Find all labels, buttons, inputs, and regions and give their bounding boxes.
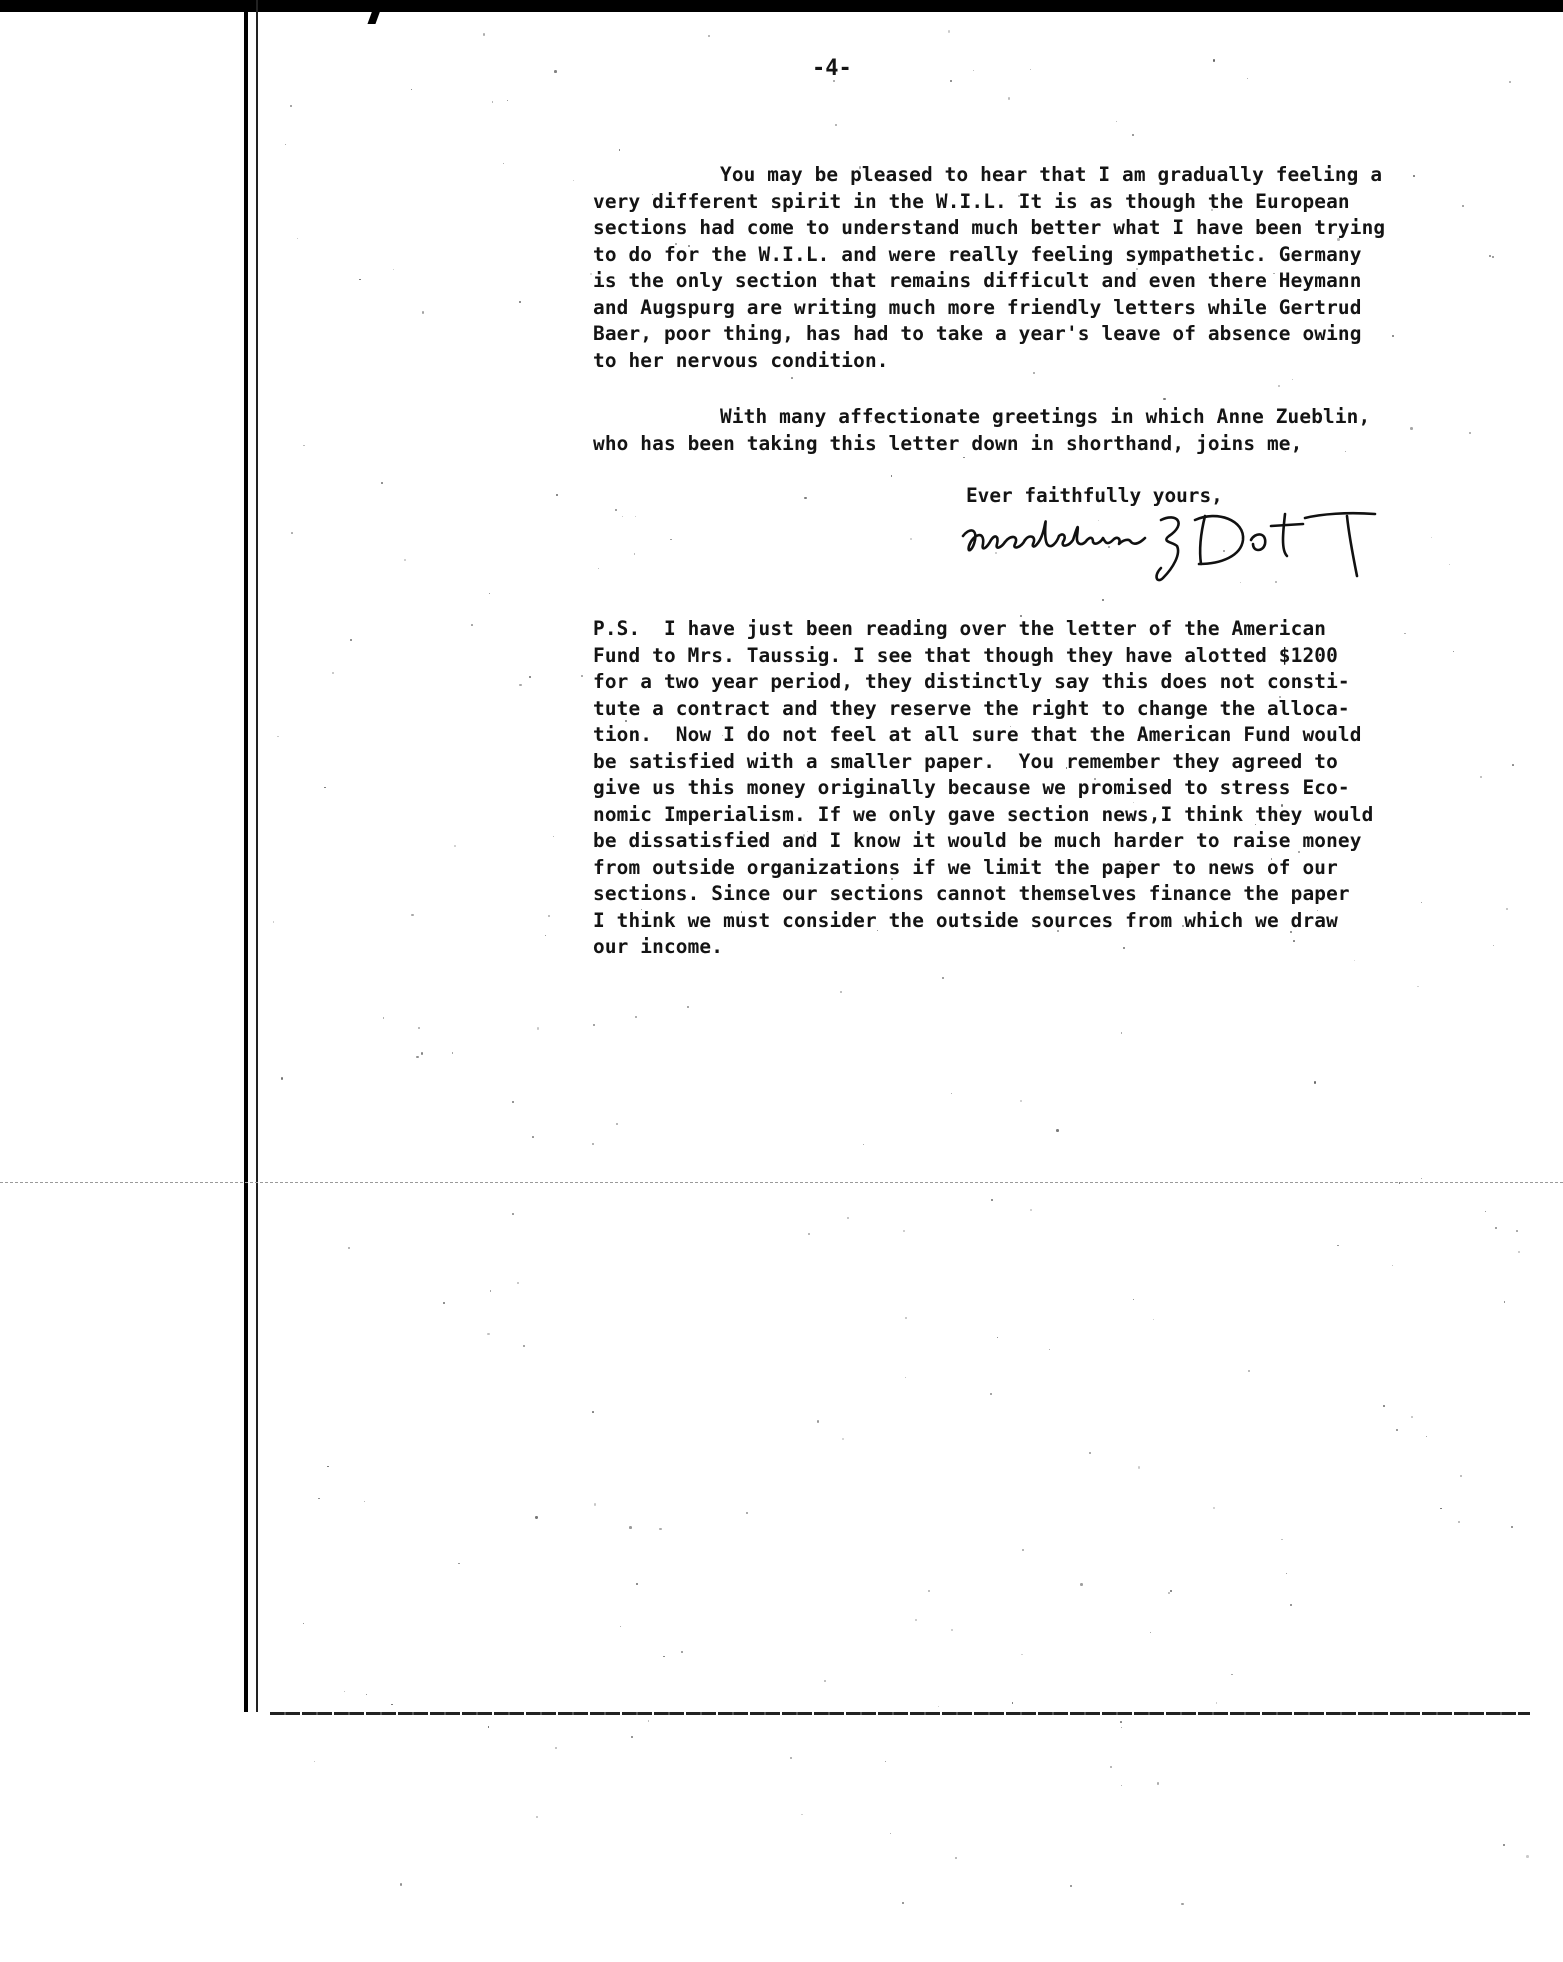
scan-speck [529,676,531,678]
scan-speck [1170,1590,1172,1592]
scan-speck [910,538,912,540]
scan-speck [631,1736,633,1738]
scan-speck [891,475,893,477]
scan-speck [670,539,672,541]
scan-speck [808,1233,810,1235]
scan-left-border [244,0,248,1712]
scan-speck [1396,1429,1398,1431]
text-line: You may be pleased to hear that I am gradually feeling a [720,163,1383,186]
scan-speck [297,238,298,239]
scan-speck [393,269,394,270]
scan-speck [1278,385,1280,387]
scan-top-border [0,0,1563,12]
scan-speck [1493,945,1495,947]
scan-speck [1512,764,1514,766]
scan-speck [824,1680,826,1682]
page-number: -4- [812,56,852,81]
scan-speck [590,273,592,275]
scan-speck [835,124,838,127]
scan-speck [1290,1604,1292,1606]
scan-speck [636,1583,638,1585]
text-line: is the only section that remains difficult and even there Heymann [593,269,1362,292]
scan-speck [548,915,551,918]
scan-mark [367,10,380,24]
scan-speck [1022,1549,1024,1551]
postscript [593,616,1493,961]
scan-speck [487,1333,489,1335]
scan-speck [537,1027,540,1030]
text-line: to do for the W.I.L. and were really feeling sympathetic. Germany [593,242,1362,266]
scan-speck [708,35,710,37]
text-line: tion. Now I do not feel at all sure that the American Fund would [593,723,1362,746]
handwritten-signature [955,506,1385,586]
scan-speck [281,1077,284,1080]
scan-speck [359,279,361,281]
scan-speck [1399,1182,1400,1183]
scan-speck [1080,1583,1083,1586]
scan-speck [1121,1785,1123,1787]
text-line: tute a contract and they reserve the right to change the alloca- [593,696,1350,720]
scan-speck [1411,1416,1413,1418]
scan-speck [344,1691,345,1692]
scan-speck [556,494,558,496]
text-line: P.S. I have just been reading over the letter of the American [593,617,1327,640]
scan-speck [1526,1855,1529,1858]
scan-speck [1150,1632,1151,1633]
scan-speck [332,672,334,674]
scan-speck [471,624,473,626]
scan-speck [1426,1436,1427,1437]
scan-speck [443,1302,446,1305]
scan-speck [648,1720,650,1722]
scan-speck [483,33,485,35]
scan-speck [452,1052,454,1054]
scan-speck [1089,1452,1091,1454]
scan-speck [635,516,636,517]
scan-speck [622,516,623,517]
scan-speck [1049,1349,1050,1350]
text-line: very different spirit in the W.I.L. It is as though the European [593,189,1350,213]
scan-speck [290,105,292,107]
scan-speck [519,301,521,303]
scan-speck [1485,1211,1486,1212]
scan-bottom-border [270,1712,1530,1715]
scan-speck [303,1623,305,1625]
scan-speck [1314,1081,1317,1084]
scan-speck [663,1656,664,1657]
scan-speck [554,70,557,73]
scan-speck [383,1017,385,1019]
text-line: sections had come to understand much better what I have been trying [593,216,1386,239]
scan-speck [519,684,521,686]
scan-speck [285,144,286,145]
scan-speck [659,1528,662,1531]
scan-speck [489,593,490,594]
scan-speck [421,1052,424,1055]
scan-speck [492,101,494,103]
scan-speck [327,1466,328,1467]
scan-speck [291,532,293,534]
scan-speck [598,568,599,569]
scan-speck [1431,537,1432,538]
scan-speck [842,1438,844,1440]
scan-speck [1168,1592,1170,1594]
scan-speck [1504,1301,1506,1303]
paragraph-2 [593,404,1493,457]
scan-speck [273,921,275,923]
scan-speck [1292,379,1293,380]
scan-speck [381,482,383,484]
scan-speck [905,1377,906,1378]
scan-speck [928,1590,930,1592]
scan-speck [416,1056,418,1058]
scan-speck [863,1144,864,1145]
scan-speck [955,1857,957,1859]
fold-line [0,1182,1563,1183]
scan-speck [620,1626,621,1627]
scan-speck [364,1501,366,1503]
scan-speck [1153,1319,1154,1320]
scan-speck [581,675,583,677]
scan-speck [422,311,425,314]
scan-speck [1110,1766,1112,1768]
scan-speck [1213,59,1215,61]
scan-speck [488,1726,490,1728]
scan-speck [458,1563,459,1564]
scan-speck [1495,1227,1497,1229]
scan-speck [594,1503,596,1505]
scan-speck [973,70,975,72]
scan-speck [1509,81,1511,83]
scan-speck [1231,1674,1233,1676]
scan-speck [801,1814,803,1816]
scan-speck [391,1704,393,1706]
scan-speck [915,1619,917,1621]
scan-speck [314,1761,315,1762]
scan-speck [1417,986,1418,987]
scan-speck [951,1093,952,1094]
scan-speck [681,1651,683,1653]
scan-speck [1281,1539,1282,1540]
scan-speck [1120,1721,1122,1723]
scan-speck [902,1902,904,1904]
scan-speck [366,1694,367,1695]
scan-speck [532,1136,534,1138]
scan-speck [1213,1507,1215,1509]
scan-speck [503,163,504,164]
scan-speck [592,1143,594,1145]
scan-speck [1392,1265,1394,1267]
scan-speck [1506,908,1508,910]
scan-speck [840,991,842,993]
scan-speck [635,1016,637,1018]
scan-speck [512,1101,514,1103]
scan-speck [411,89,412,90]
scan-speck [517,1282,519,1284]
scan-speck [350,639,352,641]
text-line: our income. [593,935,724,958]
scan-speck [400,1883,402,1885]
scan-speck [454,845,456,847]
scan-speck [1458,1521,1461,1524]
scan-speck [885,1761,886,1762]
scan-speck [1518,1251,1520,1253]
scan-speck [1248,1370,1250,1372]
scan-speck [991,1199,993,1201]
scan-speck [1516,1230,1518,1232]
scan-speck [1021,1654,1023,1656]
scan-speck [629,1526,632,1529]
scan-speck [1503,1844,1505,1846]
scan-speck [1286,1573,1288,1575]
scan-speck [1070,1885,1072,1887]
scan-speck [847,1217,849,1219]
scan-speck [990,1393,992,1395]
text-line: Fund to Mrs. Taussig. I see that though they have alotted $1200 [593,643,1338,667]
scan-speck [1121,1727,1122,1728]
text-line: from outside organizations if we limit the paper to news of our [593,855,1338,879]
closing-salutation: Ever faithfully yours, [966,484,1223,507]
scan-speck [303,445,305,447]
scan-speck [318,1498,319,1499]
text-line: who has been taking this letter down in shorthand, joins me, [593,431,1303,455]
scan-speck [411,914,413,916]
text-line: and Augspurg are writing much more friendly letters while Gertrud [593,295,1362,319]
scan-speck [1030,1209,1032,1211]
scan-speck [790,1757,792,1759]
scan-speck [903,1230,905,1232]
scan-speck [1138,1466,1140,1468]
scan-speck [634,553,636,555]
scan-speck [616,1123,618,1125]
scan-speck [593,1024,595,1026]
scan-speck [1012,1702,1014,1704]
scan-speck [512,1213,514,1215]
scan-speck [1449,564,1451,566]
scan-speck [277,736,279,738]
scan-speck [1337,1245,1338,1246]
scan-speck [687,1006,689,1008]
scan-speck [1181,1903,1183,1905]
scan-speck [1121,1032,1123,1034]
scan-speck [1132,134,1134,136]
scan-speck [535,1516,537,1518]
scan-speck [1133,1299,1134,1300]
scan-speck [950,80,952,82]
scan-speck [1421,1178,1422,1179]
scan-speck [1116,121,1117,122]
scan-speck [1383,1405,1385,1407]
scan-speck [817,1420,819,1422]
scan-speck [905,1317,907,1319]
scan-speck [592,1411,594,1413]
scan-speck [890,1833,891,1834]
text-line: nomic Imperialism. If we only gave section news,I think they would [593,802,1374,826]
scan-speck [555,1747,557,1749]
text-line: be dissatisfied and I know it would be much harder to raise money [593,829,1362,852]
scan-speck [1460,1475,1462,1477]
scan-speck [1020,1100,1022,1102]
paragraph-1 [593,162,1493,374]
scan-speck [418,1027,420,1029]
scan-speck [1511,1526,1513,1528]
text-line: With many affectionate greetings in which Anne Zueblin, [720,405,1371,428]
scan-speck [951,1629,953,1631]
scan-speck [324,787,326,789]
scan-speck [1440,1508,1442,1510]
scan-speck [791,377,793,379]
text-line: to her nervous condition. [593,348,889,372]
text-line: for a two year period, they distinctly say this does not consti- [593,670,1350,693]
scan-speck [507,100,508,101]
text-line: I think we must consider the outside sources from which we draw [593,908,1338,932]
text-line: Baer, poor thing, has had to take a year's leave of absence owing [593,322,1362,345]
scan-speck [804,497,807,500]
text-line: sections. Since our sections cannot themselves finance the paper [593,882,1350,905]
scan-speck [1030,69,1032,71]
scan-speck [553,836,554,837]
scan-speck [536,1816,538,1818]
text-line: be satisfied with a smaller paper. You remember they agreed to [593,749,1338,773]
scan-speck [404,559,406,561]
scan-speck [1157,1782,1159,1784]
scan-speck [348,1247,350,1249]
scan-speck [938,1706,939,1707]
scan-speck [545,935,546,936]
scan-speck [619,149,620,150]
scan-speck [615,509,618,512]
scan-speck [1163,398,1165,400]
scan-speck [490,1290,492,1292]
scan-speck [997,1337,998,1338]
scan-speck [1216,1702,1218,1704]
scan-speck [1247,78,1248,79]
scan-left-border-inner [256,0,258,1712]
text-line: give us this money originally because we promised to stress Eco- [593,776,1350,799]
scan-speck [1008,97,1011,100]
scan-speck [573,180,574,181]
scan-speck [523,1345,525,1347]
scan-speck [746,1512,748,1514]
scan-speck [948,30,950,32]
scan-speck [1056,1129,1059,1132]
scan-speck [942,977,944,979]
scan-speck [1102,599,1104,601]
